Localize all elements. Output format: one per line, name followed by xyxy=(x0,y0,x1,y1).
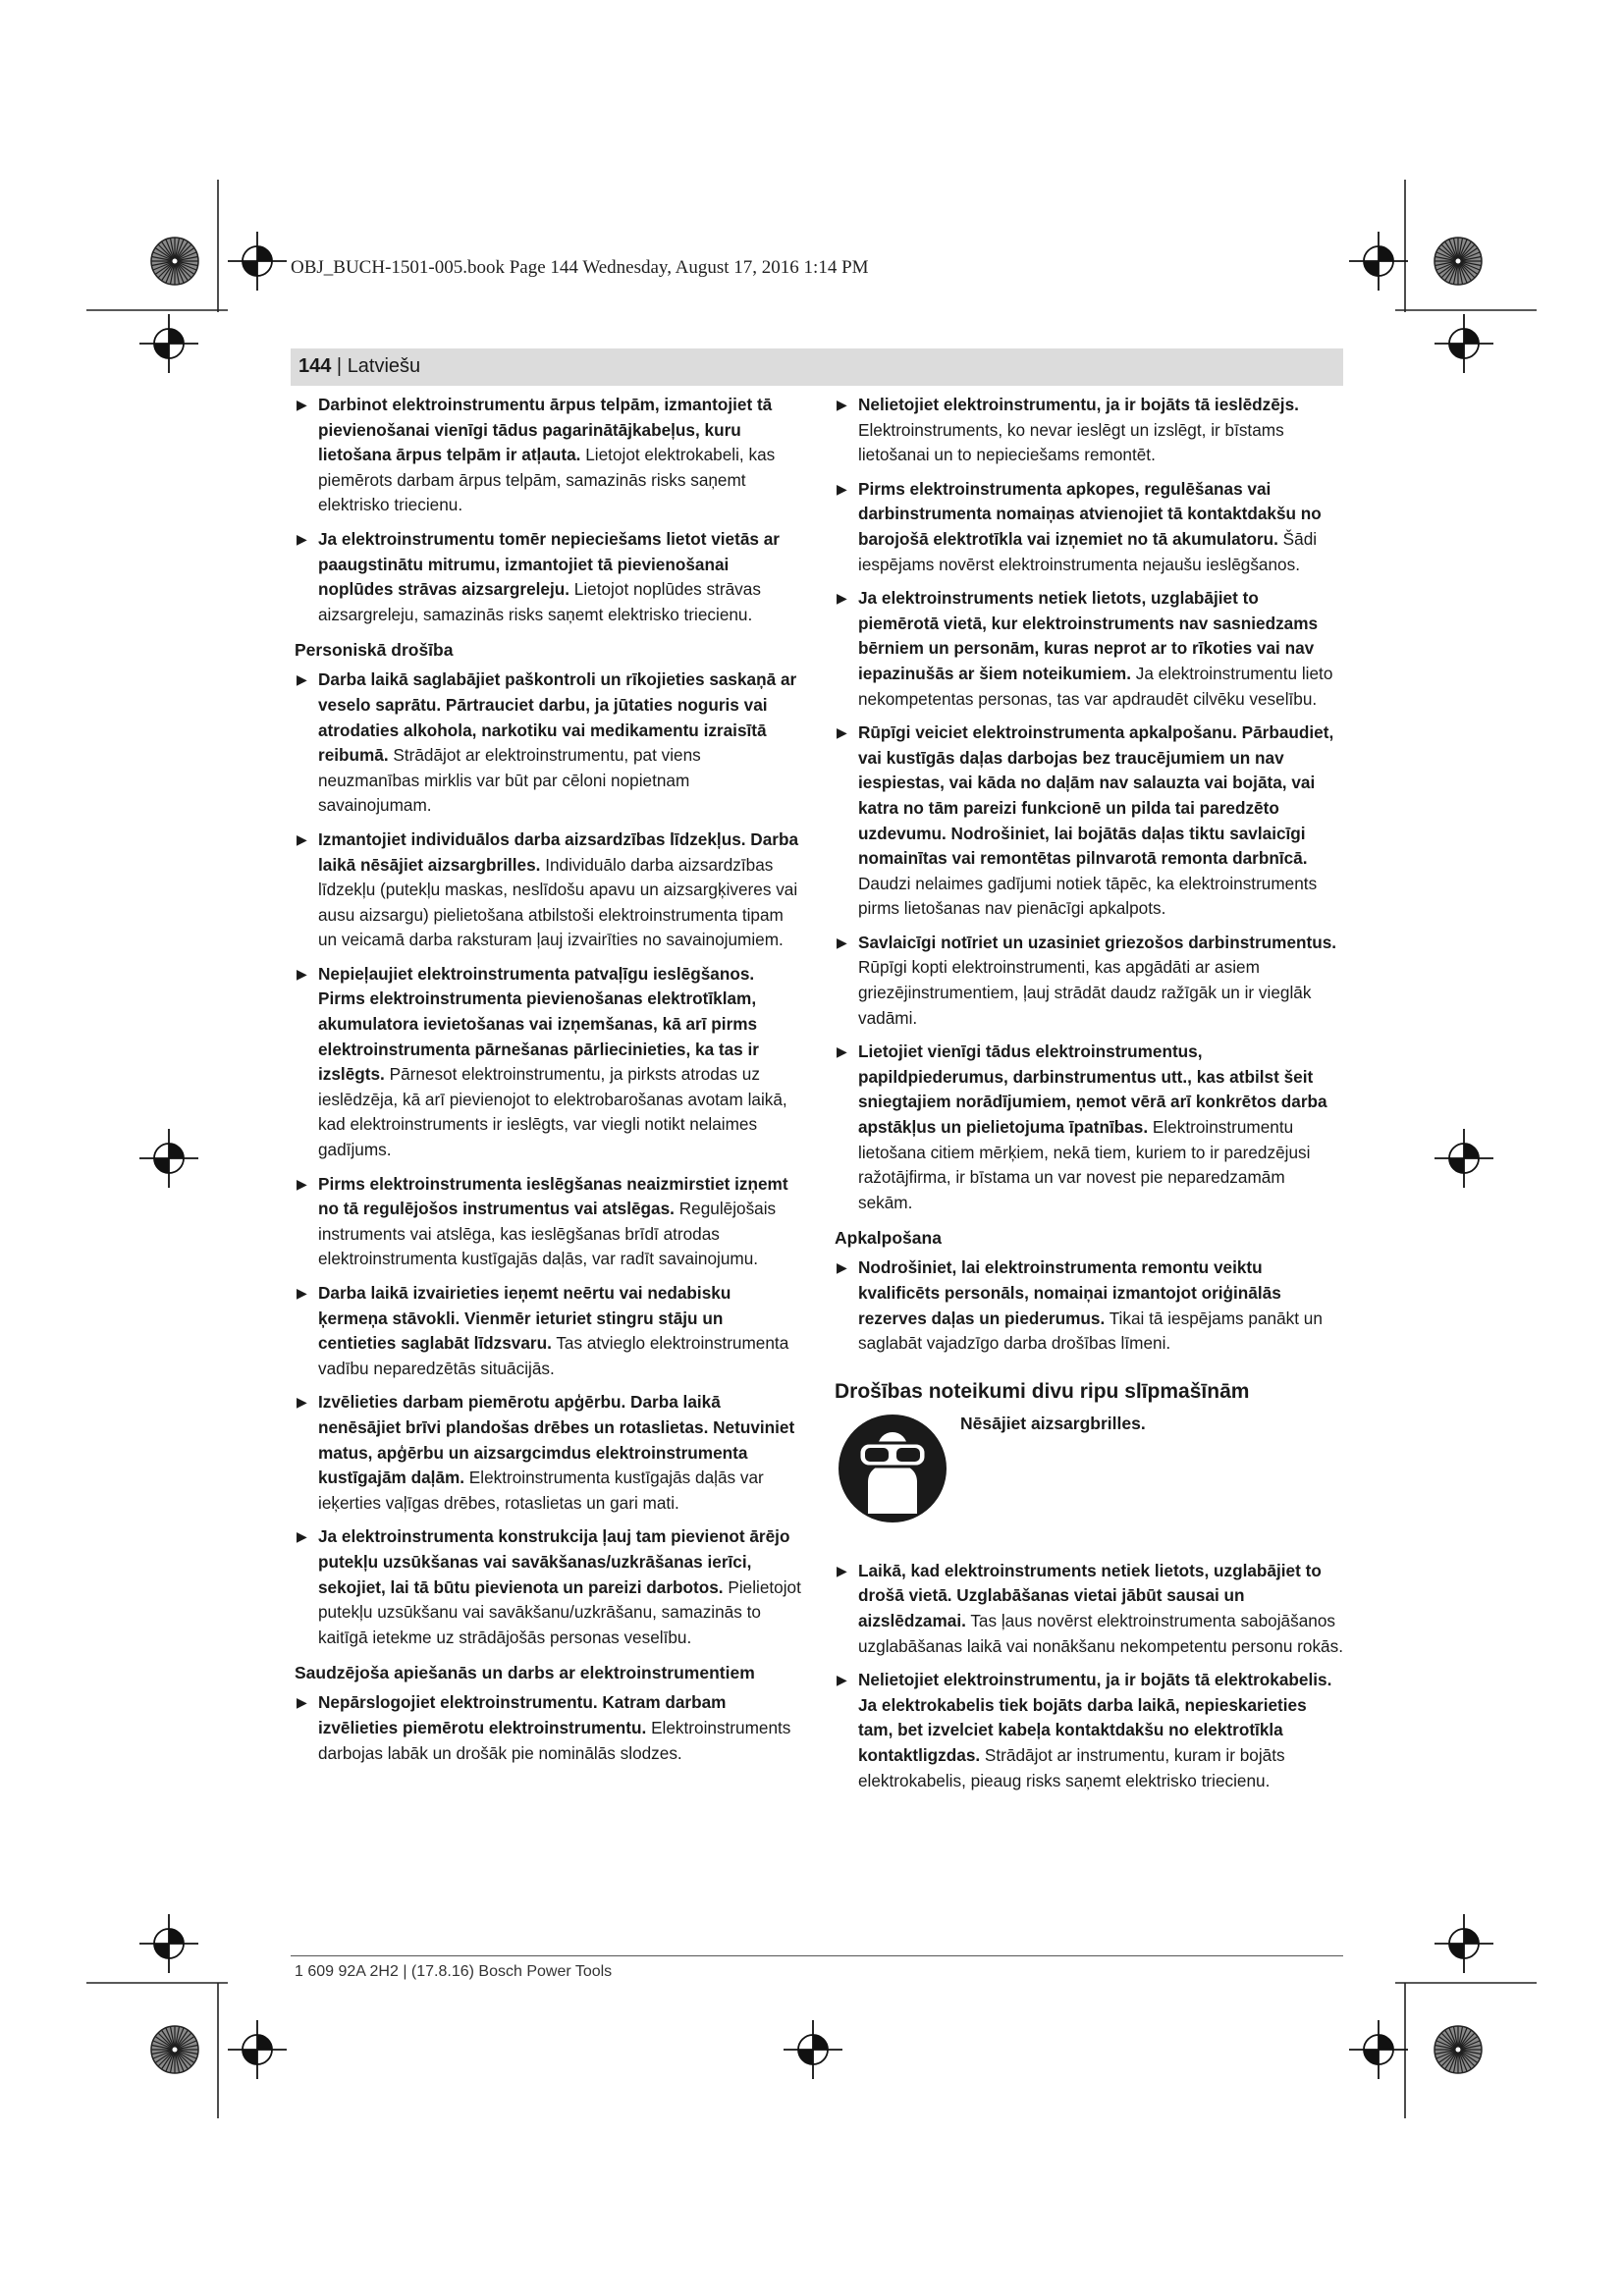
triangle-bullet-icon: ▶ xyxy=(837,397,847,412)
safety-glasses-notice xyxy=(835,1414,1343,1551)
triangle-bullet-icon: ▶ xyxy=(837,1043,847,1060)
safety-item: ▶ Darbinot elektroinstrumentu ārpus telpām, izmantojiet tā pievienošanai vienīgi tādus pagarinātājkabeļus, kuru lietošana ārpus telpām ir atļauta. Lietojot elektrokabeli, kas piemērots darbam ārpus telpām, samazinās risks saņemt elektrisko triecienu. xyxy=(297,395,776,515)
safety-item: ▶ Darba laikā saglabājiet paškontroli un rīkojieties saskaņā ar veselo saprātu. Pārtrauciet darbu, ja jūtaties noguris vai atrodaties alkohola, narkotiku vai medikamentu izraisītā reibumā. Strādājot ar elektroinstrumentu, pat viens neuzmanības mirklis var būt par cēloni nopietnam savainojumam. xyxy=(297,669,797,816)
registration-mark-icon xyxy=(228,232,287,291)
safety-item: ▶ Izvēlieties darbam piemērotu apģērbu. Darba laikā nenēsājiet brīvi plandošas drēbes un rotaslietas. Netuviniet matus, apģērbu un aizsargcimdus elektroinstrumenta kustīgajām daļām. Elektroinstrumenta kustīgajās daļās var ieķerties vaļīgas drēbes, rotaslietas un gari mati. xyxy=(297,1392,795,1513)
triangle-bullet-icon: ▶ xyxy=(297,1175,307,1192)
safety-glasses-label: Nēsājiet aizsargbrilles. xyxy=(960,1413,1146,1433)
left-column xyxy=(295,393,803,1775)
color-wheel-icon xyxy=(1435,238,1482,285)
safety-item: ▶ Nepieļaujiet elektroinstrumenta patvaļīgu ieslēgšanos. Pirms elektroinstrumenta pievienošanas elektrotīklam, akumulatora ievietošanas vai izņemšanas, kā arī pirms elektroinstrumenta pārnešanas pārliecinieties, ka tas ir izslēgts. Pārnesot elektroinstrumentu, ja pirksts atrodas uz ieslēdzēja, kā arī pievienojot to elektrobarošanas avotam laikā, kad elektroinstruments ir ieslēgts, var viegli notikt nelaimes gadījums. xyxy=(297,963,787,1160)
safety-glasses-icon xyxy=(838,1414,947,1523)
registration-mark-icon xyxy=(784,2020,842,2079)
color-wheel-icon xyxy=(151,238,198,285)
footer-divider xyxy=(291,1955,1343,1956)
subheading-service: Apkalpošana xyxy=(835,1228,942,1249)
section-title: Drošības noteikumi divu ripu slīpmašīnām xyxy=(835,1379,1250,1403)
safety-item: ▶ Lietojiet vienīgi tādus elektroinstrumentus, papildpiederumus, darbinstrumentus utt., kas atbilst šeit sniegtajiem norādījumiem, ņemot vērā arī konkrētos darba apstākļus un pielietojuma īpatnības. Elektroinstrumentu lietošana citiem mērķiem, nekā tiem, kuriem to ir paredzējusi ražotājfirma, ir bīstama un var novest pie neparedzamām sekām. xyxy=(837,1041,1327,1212)
triangle-bullet-icon: ▶ xyxy=(297,397,307,412)
safety-item: ▶ Izmantojiet individuālos darba aizsardzības līdzekļus. Darba laikā nēsājiet aizsargbrilles. Individuālo darba aizsardzības līdzekļu (putekļu maskas, neslīdošu apavu un aizsargķiveres vai ausu aizsargu) pielietošana atbilstoši elektroinstrumenta tipam un veicamā darba raksturam ļauj izvairīties no savainojumiem. xyxy=(297,828,799,950)
subheading-careful-use: Saudzējoša apiešanās un darbs ar elektroinstrumentiem xyxy=(295,1663,755,1683)
triangle-bullet-icon: ▶ xyxy=(837,724,847,741)
header-separator: | xyxy=(331,355,348,377)
safety-item: ▶ Ja elektroinstrumenta konstrukcija ļauj tam pievienot ārējo putekļu uzsūkšanas vai savākšanas/uzkrāšanas ierīci, sekojiet, lai tā būtu pievienota un pareizi darbotos. Pielietojot putekļu uzsūkšanu vai savākšanu/uzkrāšanu, samazinās to kaitīgā ietekme uz strādājošās personas veselību. xyxy=(297,1526,801,1647)
safety-item: ▶ Nelietojiet elektroinstrumentu, ja ir bojāts tā elektrokabelis. Ja elektrokabelis tiek bojāts darba laikā, nepieskarieties tam, bet izvelciet kabeļa kontaktdakšu no elektrotīkla kontaktligzdas. Strādājot ar instrumentu, kuram ir bojāts elektrokabelis, pieaug risks saņemt elektrisko triecienu. xyxy=(837,1670,1332,1790)
safety-item: ▶ Nelietojiet elektroinstrumentu, ja ir bojāts tā ieslēdzējs. Elektroinstruments, ko nevar ieslēgt un izslēgt, ir bīstams lietošanai un to nepieciešams remontēt. xyxy=(837,395,1299,465)
triangle-bullet-icon: ▶ xyxy=(297,1528,307,1545)
triangle-bullet-icon: ▶ xyxy=(297,830,307,847)
safety-item: ▶ Savlaicīgi notīriet un uzasiniet griezošos darbinstrumentus. Rūpīgi kopti elektroinstrumenti, kas apgādāti ar asiem griezējinstrumentiem, ļauj strādāt daudz ražīgāk un ir vieglāk vadāmi. xyxy=(837,932,1337,1028)
safety-item: ▶ Rūpīgi veiciet elektroinstrumenta apkalpošanu. Pārbaudiet, vai kustīgās daļas darbojas bez traucējumiem un nav iespiestas, vai kāda no daļām nav salauzta vai bojāta, vai katra no tām pareizi funkcionē un pilda tai paredzēto uzdevumu. Nodrošiniet, lai bojātās daļas tiktu savlaicīgi nomainītas vai remontētas pilnvarotā remonta darbnīcā. Daudzi nelaimes gadījumi notiek tāpēc, ka elektroinstruments pirms lietošanas nav pienācīgi apkalpots. xyxy=(837,722,1334,919)
header-language: Latviešu xyxy=(347,355,421,377)
registration-mark-icon xyxy=(1435,1914,1493,1973)
page-footer: 1 609 92A 2H2 | (17.8.16) Bosch Power Tools xyxy=(295,1963,613,1980)
safety-item: ▶ Nodrošiniet, lai elektroinstrumenta remontu veiktu kvalificēts personāls, nomaiņai izmantojot oriģinālās rezerves daļas un piederumus. Tikai tā iespējams panākt un saglabāt vajadzīgo darba drošības līmeni. xyxy=(837,1257,1323,1354)
subheading-personal-safety: Personiskā drošība xyxy=(295,640,454,661)
registration-mark-icon xyxy=(1349,2020,1408,2079)
registration-mark-icon xyxy=(139,1129,198,1188)
right-column xyxy=(835,393,1343,1802)
color-wheel-icon xyxy=(151,2026,198,2073)
triangle-bullet-icon: ▶ xyxy=(297,530,307,547)
registration-mark-icon xyxy=(1435,314,1493,373)
triangle-bullet-icon: ▶ xyxy=(837,1672,847,1688)
registration-mark-icon xyxy=(139,314,198,373)
triangle-bullet-icon: ▶ xyxy=(837,1562,847,1578)
triangle-bullet-icon: ▶ xyxy=(297,1694,307,1711)
page-header xyxy=(291,348,1343,386)
triangle-bullet-icon: ▶ xyxy=(837,1259,847,1276)
triangle-bullet-icon: ▶ xyxy=(297,1394,307,1411)
registration-mark-icon xyxy=(139,1914,198,1973)
safety-item: ▶ Ja elektroinstrumentu tomēr nepieciešams lietot vietās ar paaugstinātu mitrumu, izmantojiet tā pievienošanai noplūdes strāvas aizsargreleju. Lietojot noplūdes strāvas aizsargreleju, samazinās risks saņemt elektrisko triecienu. xyxy=(297,528,780,624)
safety-item: ▶ Laikā, kad elektroinstruments netiek lietots, uzglabājiet to drošā vietā. Uzglabāšanas vietai jābūt sausai un aizslēdzamai. Tas ļaus novērst elektroinstrumenta sabojāšanos uzglabāšanas laikā vai nonākšanu nekompetentu personu rokās. xyxy=(837,1560,1343,1656)
registration-mark-icon xyxy=(1435,1129,1493,1188)
safety-item: ▶ Darba laikā izvairieties ieņemt neērtu vai nedabisku ķermeņa stāvokli. Vienmēr ieturiet stingru stāju un centieties saglabāt līdzsvaru. Tas atvieglo elektroinstrumenta vadību neparedzētās situācijās. xyxy=(297,1283,789,1378)
triangle-bullet-icon: ▶ xyxy=(837,934,847,950)
triangle-bullet-icon: ▶ xyxy=(837,590,847,607)
safety-item: ▶ Ja elektroinstruments netiek lietots, uzglabājiet to piemērotā vietā, kur elektroinstruments nav sasniedzams bērniem un personām, kuras neprot ar to rīkoties vai nav iepazinušās ar šiem noteikumiem. Ja elektroinstrumentu lieto nekompetentas personas, tas var apdraudēt cilvēku veselību. xyxy=(837,588,1333,709)
safety-item: ▶ Nepārslogojiet elektroinstrumentu. Katram darbam izvēlieties piemērotu elektroinstrumentu. Elektroinstruments darbojas labāk un drošāk pie nominālās slodzes. xyxy=(297,1692,791,1763)
page-number: 144 xyxy=(298,355,332,377)
triangle-bullet-icon: ▶ xyxy=(297,1285,307,1301)
registration-mark-icon xyxy=(1349,232,1408,291)
registration-mark-icon xyxy=(228,2020,287,2079)
safety-item: ▶ Pirms elektroinstrumenta apkopes, regulēšanas vai darbinstrumenta nomaiņas atvienojiet tā kontaktdakšu no barojošā elektrotīkla vai izņemiet no tā akumulatoru. Šādi iespējams novērst elektroinstrumenta nejaušu ieslēgšanos. xyxy=(837,478,1322,574)
triangle-bullet-icon: ▶ xyxy=(837,480,847,497)
book-file-info: OBJ_BUCH-1501-005.book Page 144 Wednesday, August 17, 2016 1:14 PM xyxy=(291,257,869,278)
color-wheel-icon xyxy=(1435,2026,1482,2073)
safety-item: ▶ Pirms elektroinstrumenta ieslēgšanas neaizmirstiet izņemt no tā regulējošos instrumentus vai atslēgas. Regulējošais instruments vai atslēga, kas ieslēgšanas brīdī atrodas elektroinstrumenta kustīgajās daļās, var radīt savainojumu. xyxy=(297,1173,788,1269)
triangle-bullet-icon: ▶ xyxy=(297,965,307,982)
triangle-bullet-icon: ▶ xyxy=(297,671,307,688)
